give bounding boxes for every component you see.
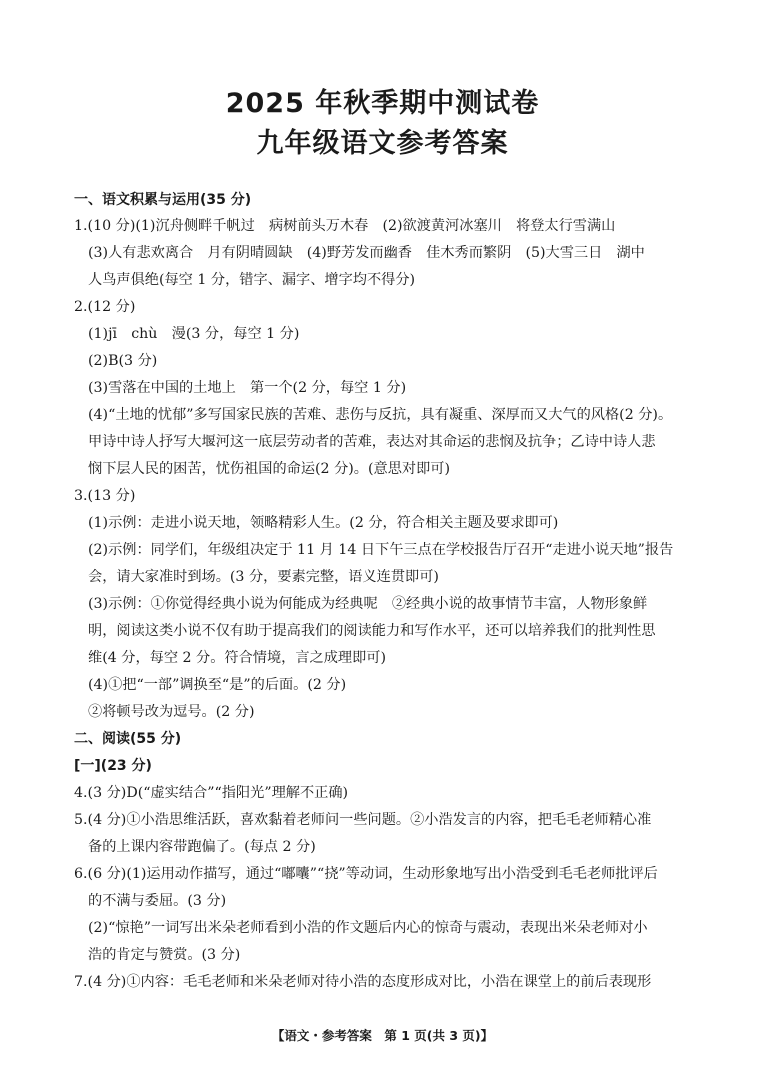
- q2-line: (3)雪落在中国的土地上 第一个(2 分，每空 1 分): [88, 380, 407, 396]
- q3-line: (2)示例：同学们，年级组决定于 11 月 14 日下午三点在学校报告厅召开“走进小说天地”报告: [88, 542, 674, 558]
- q3-line: 明，阅读这类小说不仅有助于提高我们的阅读能力和写作水平，还可以培养我们的批判性思: [88, 623, 656, 639]
- q2-line: (2)B(3 分): [88, 353, 158, 369]
- answer-key-title: 九年级语文参考答案: [256, 128, 509, 159]
- q2-line: 甲诗中诗人抒写大堰河这一底层劳动者的苦难，表达对其命运的悲悯及抗争；乙诗中诗人悲: [88, 434, 656, 450]
- page-footer: 【语文・参考答案 第 1 页(共 3 页)】: [271, 1028, 494, 1043]
- subsection-heading: [一](23 分): [74, 758, 152, 774]
- q3-line: 维(4 分，每空 2 分。符合情境，言之成理即可): [88, 650, 387, 666]
- section-heading-2: 二、阅读(55 分): [74, 731, 182, 747]
- q2-line: (1)jī chù 漫(3 分，每空 1 分): [88, 326, 300, 342]
- q1-line: (3)人有悲欢离合 月有阴晴圆缺 (4)野芳发而幽香 佳木秀而繁阴 (5)大雪三日 湖中: [88, 245, 645, 261]
- q7-line: 7.(4 分)①内容：毛毛老师和米朵老师对待小浩的态度形成对比，小浩在课堂上的前后表现形: [74, 974, 652, 990]
- q3-line: (1)示例：走进小说天地，领略精彩人生。(2 分，符合相关主题及要求即可): [88, 515, 559, 531]
- q6-line: 6.(6 分)(1)运用动作描写，通过“嘟囔”“挠”等动词，生动形象地写出小浩受到毛毛老师批评后: [74, 866, 658, 882]
- section-heading-1: 一、语文积累与运用(35 分): [74, 192, 252, 208]
- q6-line: 浩的肯定与赞赏。(3 分): [88, 947, 241, 963]
- q1-line: 1.(10 分)(1)沉舟侧畔千帆过 病树前头万木春 (2)欲渡黄河冰塞川 将登太行雪满山: [74, 218, 616, 234]
- q3-line: (3)示例：①你觉得经典小说为何能成为经典呢 ②经典小说的故事情节丰富，人物形象鲜: [88, 596, 648, 612]
- q3-line: ②将顿号改为逗号。(2 分): [88, 704, 255, 720]
- q4-line: 4.(3 分)D(“虚实结合”“指阳光”理解不正确): [74, 785, 349, 801]
- q6-line: (2)“惊艳”一词写出米朵老师看到小浩的作文题后内心的惊奇与震动，表现出米朵老师对小: [88, 920, 648, 936]
- q3-line: 会，请大家准时到场。(3 分，要素完整，语义连贯即可): [88, 569, 439, 585]
- q2-line: 2.(12 分): [74, 299, 136, 315]
- q1-line: 人鸟声俱绝(每空 1 分，错字、漏字、增字均不得分): [88, 272, 416, 288]
- q5-line: 备的上课内容带跑偏了。(每点 2 分): [88, 839, 316, 855]
- q2-line: 悯下层人民的困苦，忧伤祖国的命运(2 分)。(意思对即可): [88, 461, 450, 477]
- exam-title: 2025 年秋季期中测试卷: [225, 88, 540, 119]
- q2-line: (4)“土地的忧郁”多写国家民族的苦难、悲伤与反抗，具有凝重、深厚而又大气的风格(2 分)。: [88, 407, 673, 423]
- q3-line: (4)①把“一部”调换至“是”的后面。(2 分): [88, 677, 347, 693]
- q6-line: 的不满与委屈。(3 分): [88, 893, 227, 909]
- q5-line: 5.(4 分)①小浩思维活跃，喜欢黏着老师问一些问题。②小浩发言的内容，把毛毛老师精心准: [74, 812, 652, 828]
- q3-line: 3.(13 分): [74, 488, 136, 504]
